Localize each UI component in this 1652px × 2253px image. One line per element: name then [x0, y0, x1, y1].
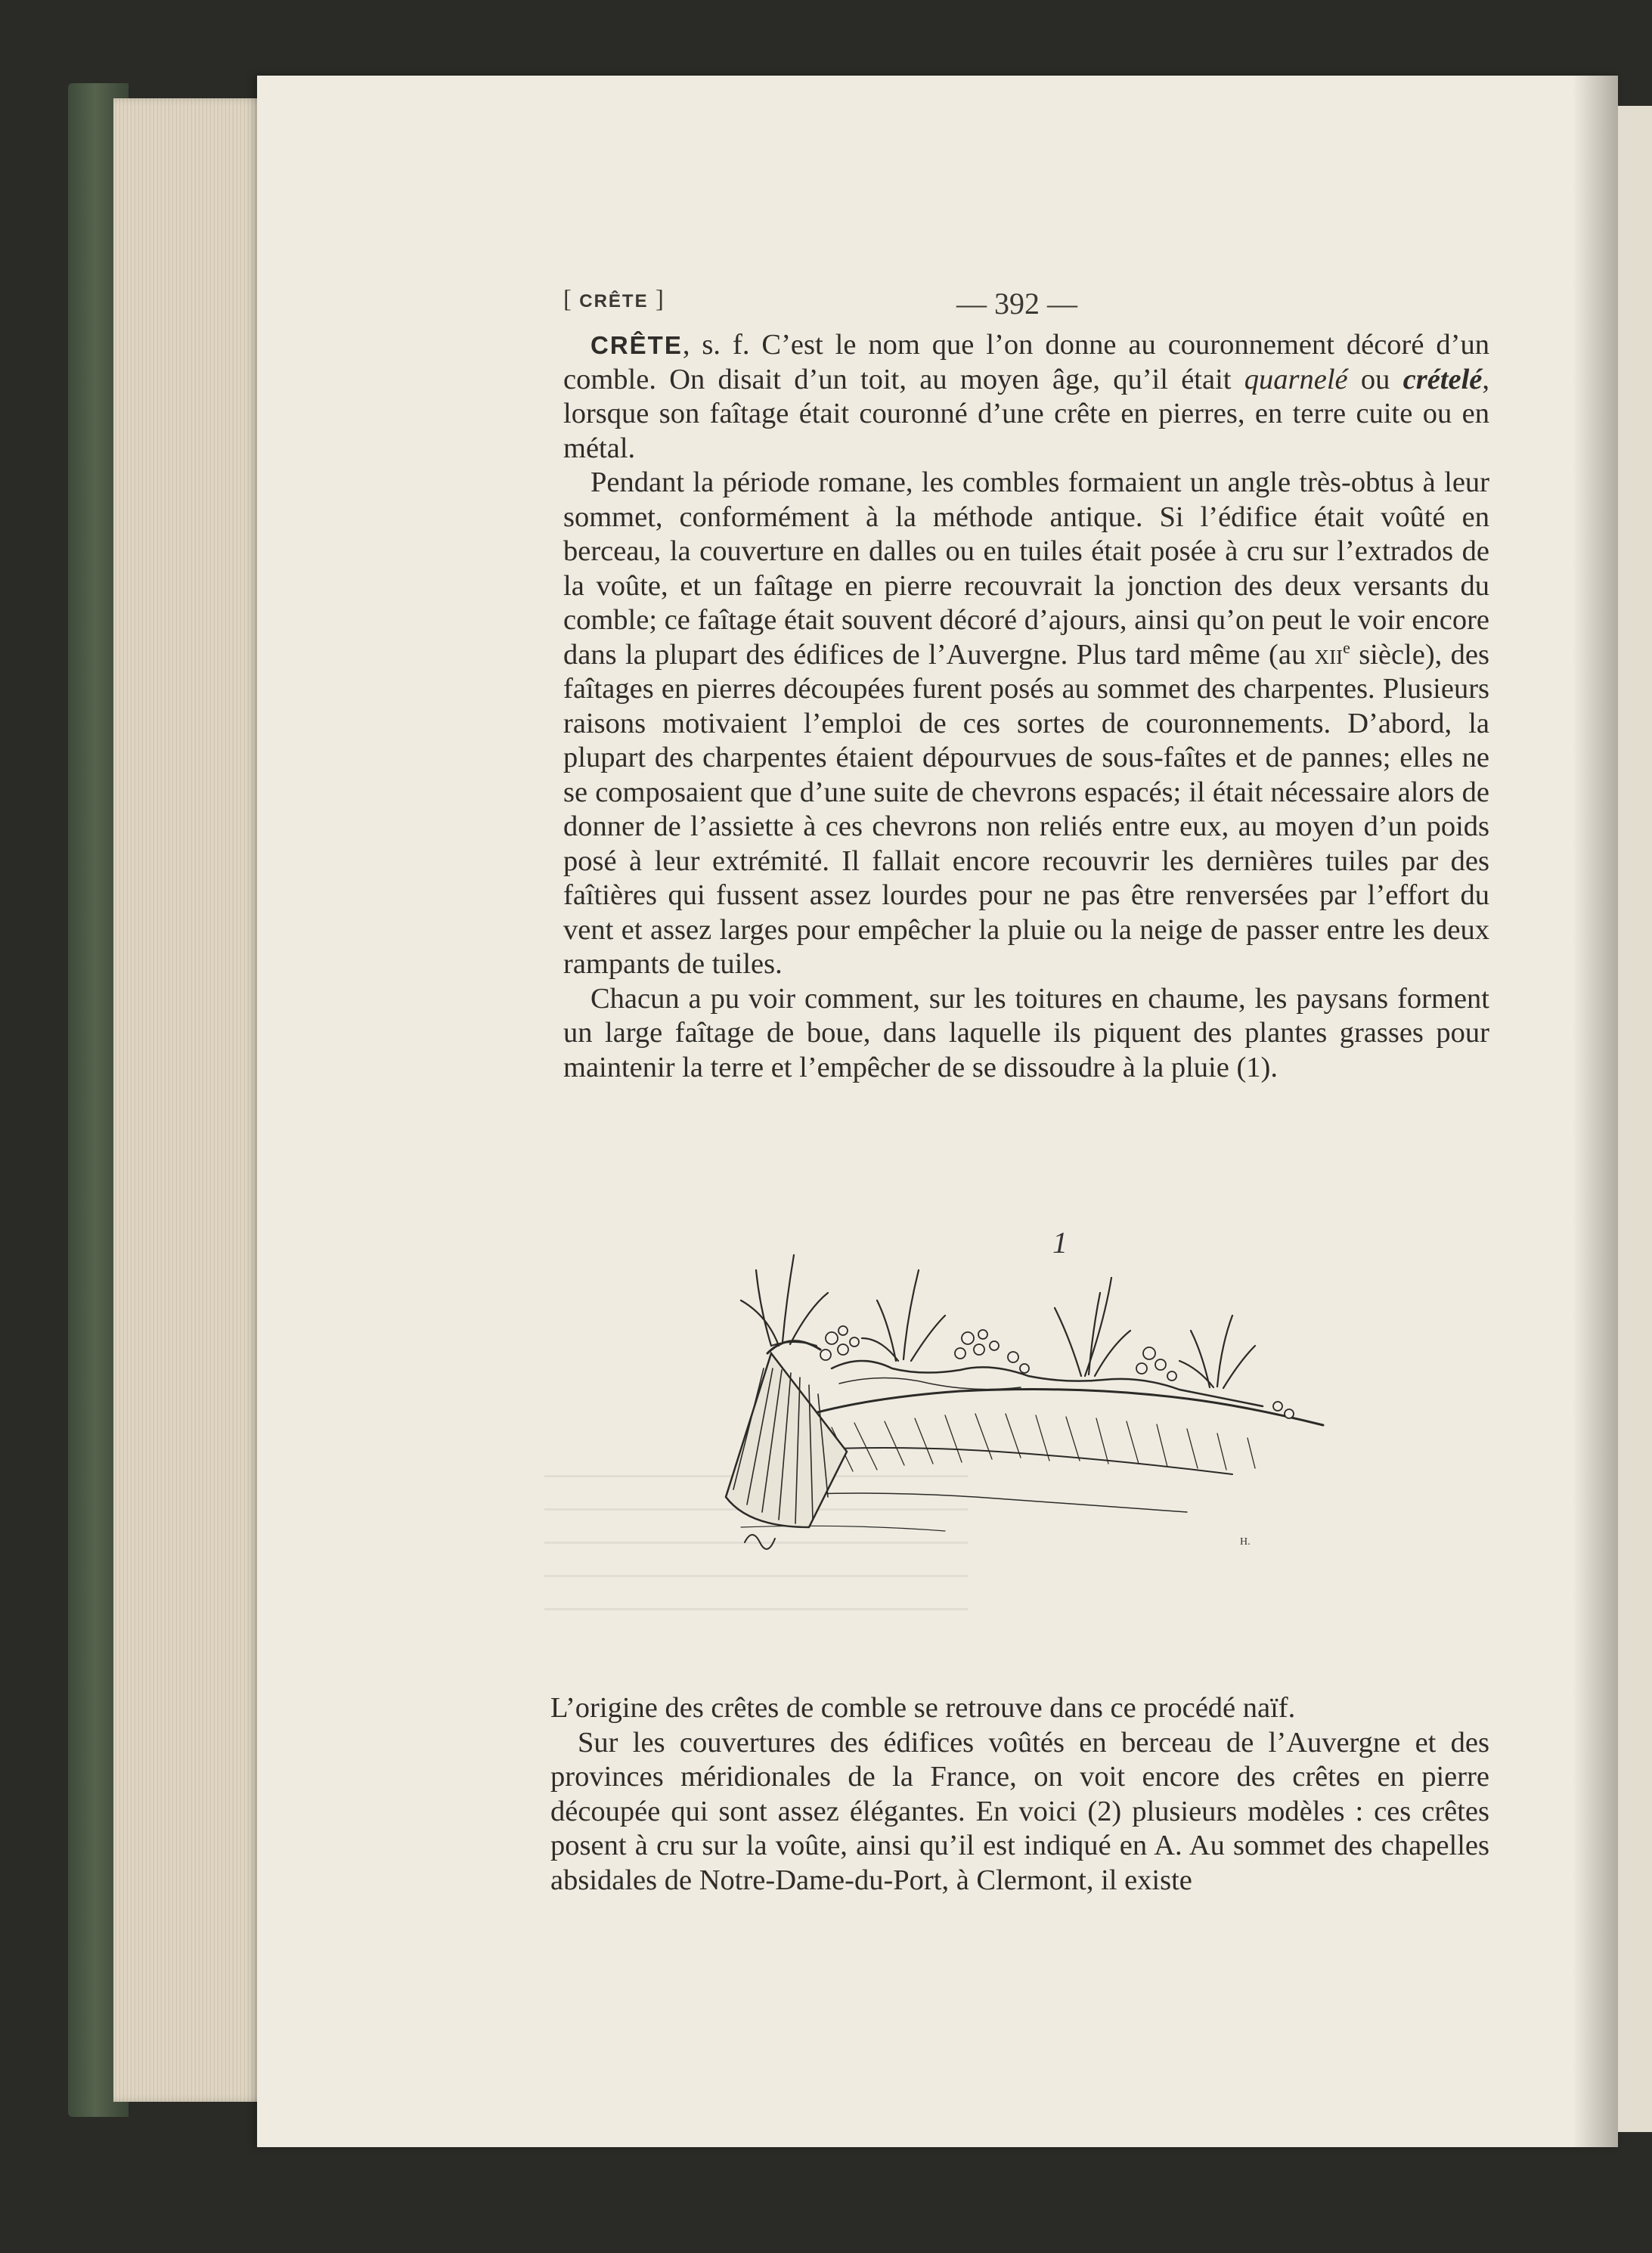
paragraph-romane: Pendant la période romane, les combles formaient un angle très-obtus à leur sommet, conformément à la méthode antique. Si l’édifice était voûté en berceau, la couverture en dalles ou en tuiles était posée à cru sur l’extrados de la voûte, et un faîtage en pierre recouvrait la jonction des deux versants du comble; ce faîtage était souvent décoré d’ajours, ainsi qu’on peut le voir encore dans la plupart des édifices de l’Auvergne. Plus tard même (au xii$^e$ siècle), des faîtages en pierres découpées furent posés au sommet des charpentes. Plusieurs raisons motivaient l’emploi de ces sortes de couronnements. D’abord, la plupart des charpentes étaient dépourvues de sous-faîtes et de pannes; elles ne se composaient que d’une suite de chevrons espacés; il était nécessaire alors de donner de l’assiette à ces chevrons non reliés entre eux, au moyen d’un poids posé à leur extrémité. Il fallait encore recouvrir les dernières tuiles par des faîtières qui fussent assez lourdes pour ne pas être renversées par l’effort du vent et assez larges pour empêcher la pluie ou la neige de passer entre les deux rampants de tuiles. — [563, 466, 1489, 980]
page-gutter — [1573, 76, 1618, 2147]
page-edges — [113, 98, 272, 2102]
figure-number: 1 — [1052, 1226, 1068, 1260]
body-text-top — [563, 328, 1489, 1085]
paragraph-chaume: Chacun a pu voir comment, sur les toitures en chaume, les paysans forment un large faîtage de boue, dans laquelle ils piquent des plantes grasses pour maintenir la terre et l’empêcher de se dissoudre à la pluie (1). — [563, 982, 1489, 1083]
page-number: — 392 — — [956, 287, 1077, 321]
figure-thatched-ridge — [658, 1225, 1353, 1588]
engraver-signature: H. — [1240, 1536, 1251, 1548]
running-head — [563, 286, 1448, 321]
paragraph-auvergne: Sur les couvertures des édifices voûtés en berceau de l’Auvergne et des provinces méridionales de la France, on voit encore des crêtes en pierre découpée qui sont assez élégantes. En voici (2) plusieurs modèles : ces crêtes posent à cru sur la voûte, ainsi qu’il est indiqué en A. Au sommet des chapelles absidales de Notre-Dame-du-Port, à Clermont, il existe — [550, 1726, 1489, 1896]
headword: CRÊTE — [590, 331, 683, 359]
facing-page-edge — [1618, 106, 1652, 2132]
running-head-section: [ CRÊTE ] — [563, 286, 665, 313]
thatch-ridge-engraving — [658, 1225, 1353, 1588]
paragraph-definition: CRÊTE, s. f. C’est le nom que l’on donne au couronnement décoré d’un comble. On disait d’un toit, au moyen âge, qu’il était quarnelé ou crételé, lorsque son faîtage était couronné d’une crête en pierres, en terre cuite ou en métal. — [563, 329, 1489, 464]
body-text-bottom — [550, 1691, 1489, 1898]
paragraph-origine: L’origine des crêtes de comble se retrouve dans ce procédé naïf. — [550, 1692, 1296, 1724]
